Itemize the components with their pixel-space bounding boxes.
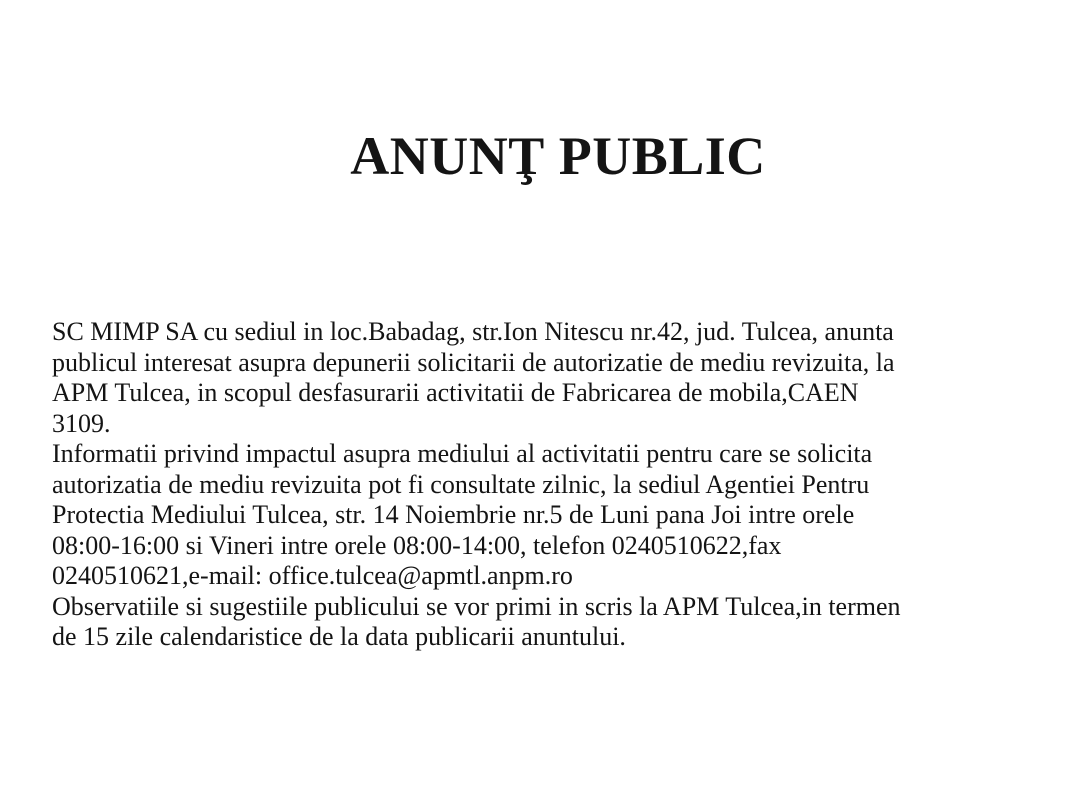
body-line-11: de 15 zile calendaristice de la data publicarii anuntului. (52, 622, 626, 651)
body-line-9: 0240510621,e-mail: office.tulcea@apmtl.anpm.ro (52, 561, 573, 590)
body-line-4: 3109. (52, 408, 111, 438)
body-line-8: 08:00-16:00 si Vineri intre orele 08:00-14:00, telefon 0240510622,fax (52, 530, 782, 560)
body-line-6: autorizatia de mediu revizuita pot fi consultate zilnic, la sediul Agentiei Pentru (52, 469, 870, 499)
body-line-7: Protectia Mediului Tulcea, str. 14 Noiembrie nr.5 de Luni pana Joi intre orele (52, 500, 855, 529)
body-line-1: SC MIMP SA cu sediul in loc.Babadag, str.Ion Nitescu nr.42, jud. Tulcea, anunta (52, 317, 894, 346)
body-line-10: Observatiile si sugestiile publicului se vor primi in scris la APM Tulcea,in termen (52, 591, 901, 621)
body-line-2: publicul interesat asupra depunerii solicitarii de autorizatie de mediu revizuita, la (52, 347, 895, 377)
body-line-3: APM Tulcea, in scopul desfasurarii activitatii de Fabricarea de mobila,CAEN (52, 378, 859, 407)
document-title: ANUNŢ PUBLIC (350, 126, 766, 186)
announcement-body (52, 317, 1062, 653)
body-line-5: Informatii privind impactul asupra mediului al activitatii pentru care se solicita (52, 439, 873, 468)
